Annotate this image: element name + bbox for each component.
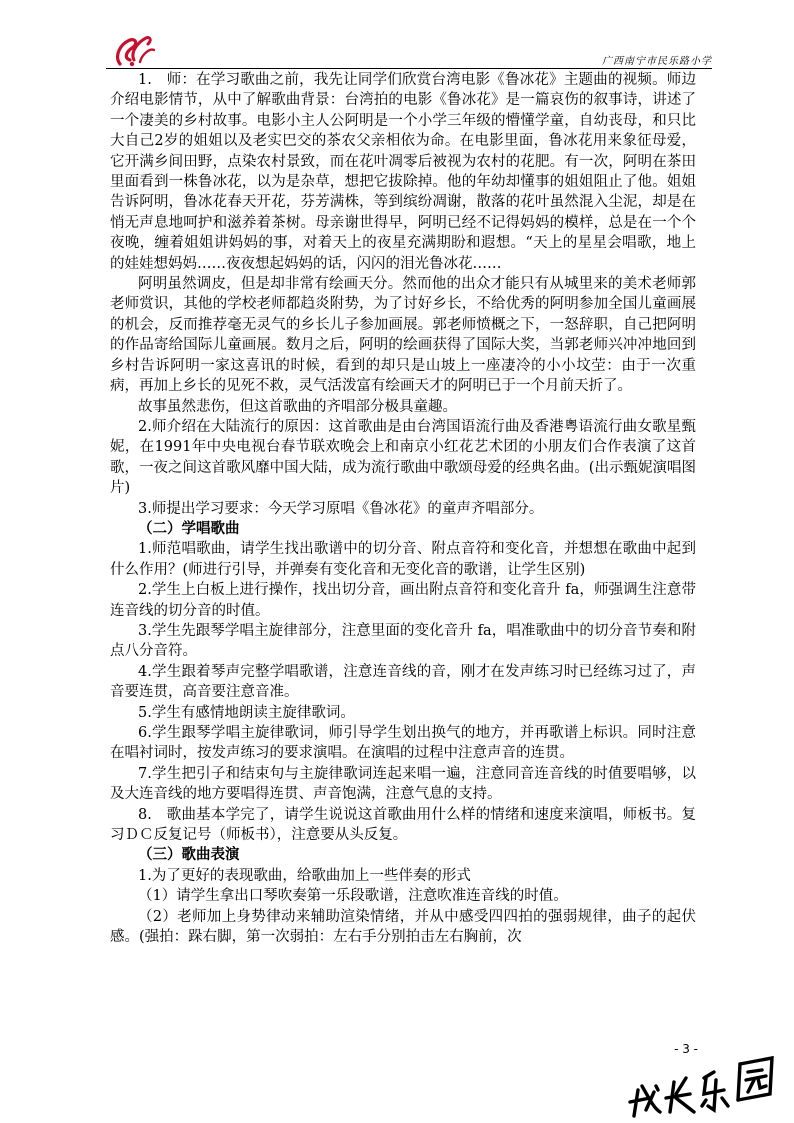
body-paragraph: 7.学生把引子和结束句与主旋律歌词连起来唱一遍，注意同音连音线的时值要唱够，以及大连音线的地方要唱得连贯、声音饱满，注意气息的支持。 <box>110 765 696 803</box>
body-paragraph: 2.师介绍在大陆流行的原因：这首歌曲是由台湾国语流行曲及香港粤语流行曲女歌星甄妮，在1991年中央电视台春节联欢晚会上和南京小红花艺术团的小朋友们合作表演了这首歌，一夜之间这首歌风靡中国大陆，成为流行歌曲中歌颂母爱的经典名曲。(出示甄妮演唱图片) <box>110 418 696 497</box>
header-rule <box>106 68 712 69</box>
body-paragraph: 3.师提出学习要求：今天学习原唱《鲁冰花》的童声齐唱部分。 <box>138 500 544 517</box>
document-body <box>110 70 696 947</box>
school-name-header: 广西南宁市民乐路小学 <box>602 56 712 67</box>
body-paragraph: 1. 师：在学习歌曲之前，我先让同学们欣赏台湾电影《鲁冰花》主题曲的视频。师边介绍电影情节，从中了解歌曲背景：台湾拍的电影《鲁冰花》是一篇哀伤的叙事诗，讲述了一个凄美的乡村故事。电影小主人公阿明是一个小学三年级的懵懂学童，自幼丧母，和只比大自己2岁的姐姐以及老实巴交的茶农父亲相依为命。在电影里面，鲁冰花用来象征母爱，它开满乡间田野，点染农村景致，而在花叶凋零后被视为农村的花肥。有一次，阿明在茶田里面看到一株鲁冰花，以为是杂草，想把它拔除掉。他的年幼却懂事的姐姐阻止了他。姐姐告诉阿明，鲁冰花春天开花，芬芳满株，等到缤纷凋谢，散落的花叶虽然混入尘泥，却是在悄无声息地呵护和滋养着茶树。母亲谢世得早，阿明已经不记得妈妈的模样，总是在一个个夜晚，缠着姐姐讲妈妈的事，对着天上的夜星充满期盼和遐想。“天上的星星会唱歌，地上的娃娃想妈妈……夜夜想起妈妈的话，闪闪的泪光鲁冰花…… <box>110 72 696 272</box>
body-paragraph: 1.为了更好的表现歌曲，给歌曲加上一些伴奏的形式 <box>138 867 471 884</box>
body-paragraph: （1）请学生拿出口琴吹奏第一乐段歌谱，注意吹准连音线的时值。 <box>138 888 568 905</box>
body-paragraph: 1.师范唱歌曲，请学生找出歌谱中的切分音、附点音符和变化音，并想想在歌曲中起到什么作用？(师进行引导，并弹奏有变化音和无变化音的歌谱，让学生区别) <box>110 541 696 578</box>
section-heading: （三）歌曲表演 <box>138 846 240 864</box>
school-logo-icon <box>112 30 158 72</box>
body-paragraph: 阿明虽然调皮，但是却非常有绘画天分。然而他的出众才能只有从城里来的美术老师郭老师赏识，其他的学校老师都趋炎附势，为了讨好乡长，不给优秀的阿明参加全国儿童画展的机会，反而推荐毫无灵气的乡长儿子参加画展。郭老师愤概之下，一怒辞职，自己把阿明的作品寄给国际儿童画展。数月之后，阿明的绘画获得了国际大奖，当郭老师兴冲冲地回到乡村告诉阿明一家这喜讯的时候，看到的却只是山坡上一座凄冷的小小坟茔：由于一次重病，再加上乡长的见死不救，灵气活泼富有绘画天才的阿明已于一个月前天折了。 <box>110 276 696 395</box>
body-paragraph: 2.学生上白板上进行操作，找出切分音，画出附点音符和变化音升 fa，师强调生注意带连音线的切分音的时值。 <box>110 582 696 619</box>
body-paragraph: 故事虽然悲伤，但这首歌曲的齐唱部分极具童趣。 <box>138 398 457 415</box>
body-paragraph: （2）老师加上身势律动来辅助渲染情绪，并从中感受四四拍的强弱规律，曲子的起伏感。(强拍：跺右脚，第一次弱拍：左右手分别拍击左右胸前，次 <box>110 908 696 946</box>
body-paragraph: 4.学生跟着琴声完整学唱歌谱，注意连音线的音，刚才在发声练习时已经练习过了，声音要连贯，高音要注意音准。 <box>110 663 696 701</box>
handwritten-signature <box>620 1050 790 1122</box>
body-paragraph: 6.学生跟琴学唱主旋律歌词，师引导学生划出换气的地方，并再歌谱上标识。同时注意在唱衬词时，按发声练习的要求演唱。在演唱的过程中注意声音的连贯。 <box>110 725 696 762</box>
body-paragraph: 5.学生有感情地朗读主旋律歌词。 <box>138 704 355 721</box>
body-paragraph: 3.学生先跟琴学唱主旋律部分，注意里面的变化音升 fa，唱准歌曲中的切分音节奏和附点八分音符。 <box>110 622 696 660</box>
section-heading: （二）学唱歌曲 <box>138 519 240 537</box>
body-paragraph: 8. 歌曲基本学完了，请学生说说这首歌曲用什么样的情绪和速度来演唱，师板书。复习ＤＣ反复记号（师板书），注意要从头反复。 <box>110 806 696 844</box>
page-number: - 3 - <box>674 1042 698 1056</box>
